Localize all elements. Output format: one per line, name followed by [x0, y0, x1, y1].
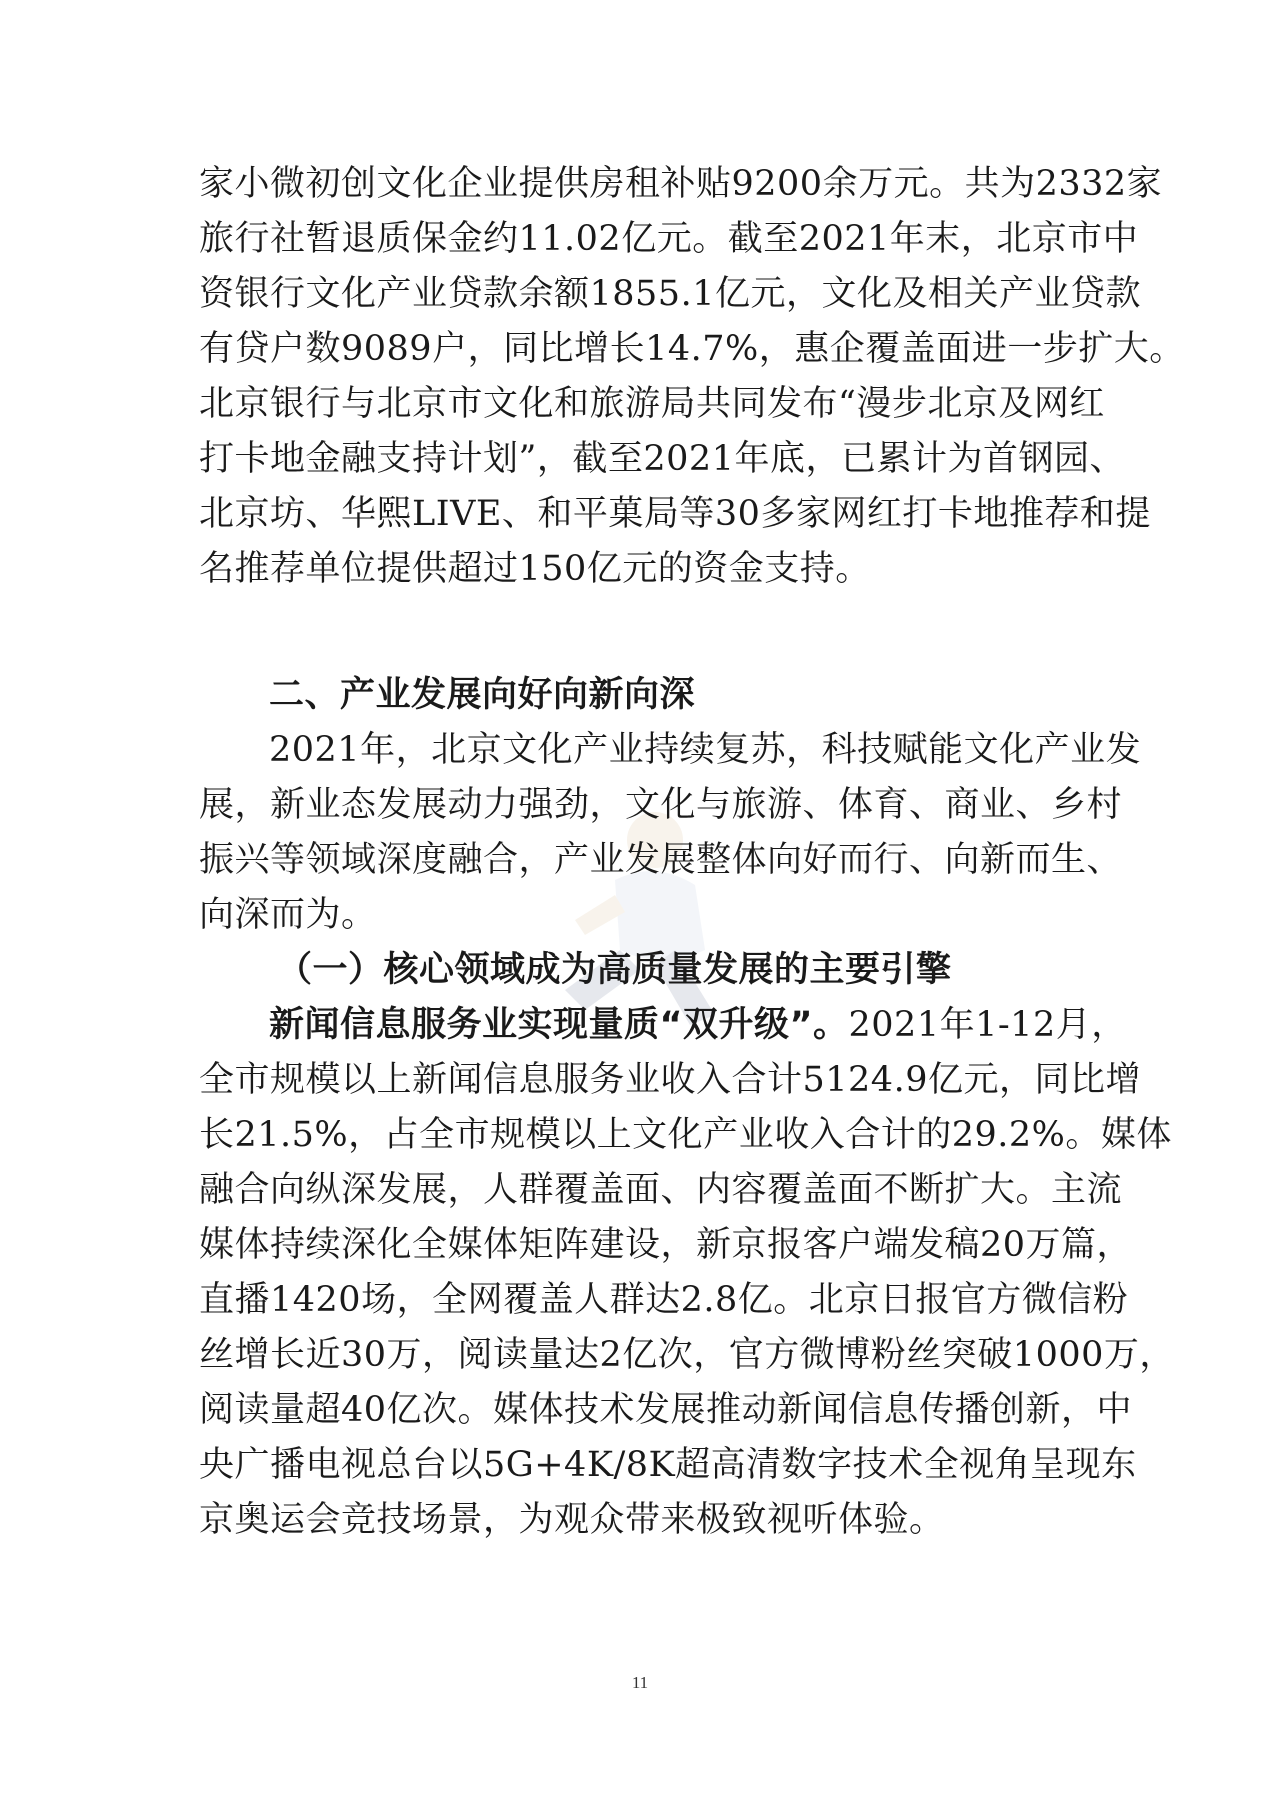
text-line: 振兴等领域深度融合，产业发展整体向好而行、向新而生、 — [199, 840, 1123, 880]
text-line: 资银行文化产业贷款余额1855.1亿元，文化及相关产业贷款 — [199, 274, 1141, 314]
text-line: 长21.5%，占全市规模以上文化产业收入合计的29.2%。媒体 — [199, 1115, 1172, 1155]
subsection-heading: （一）核心领域成为高质量发展的主要引擎 — [277, 950, 952, 990]
text-line: 名推荐单位提供超过150亿元的资金支持。 — [199, 549, 871, 589]
text-line: 直播1420场，全网覆盖人群达2.8亿。北京日报官方微信粉 — [199, 1280, 1129, 1320]
text-line: 打卡地金融支持计划”，截至2021年底，已累计为首钢园、 — [199, 439, 1125, 479]
paragraph-industry-overview — [199, 723, 1142, 943]
text-line: 旅行社暂退质保金约11.02亿元。截至2021年末，北京市中 — [199, 219, 1139, 259]
text-line: 阅读量超40亿次。媒体技术发展推动新闻信息传播创新，中 — [199, 1390, 1133, 1430]
text-line: 丝增长近30万，阅读量达2亿次，官方微博粉丝突破1000万， — [199, 1335, 1175, 1375]
text-line: 展，新业态发展动力强劲，文化与旅游、体育、商业、乡村 — [199, 785, 1123, 825]
text-line — [199, 998, 1127, 1053]
paragraph-lead: 新闻信息服务业实现量质“双升级”。 — [269, 1005, 849, 1045]
text-line: 融合向纵深发展，人群覆盖面、内容覆盖面不断扩大。主流 — [199, 1170, 1123, 1210]
paragraph-financial-support — [199, 157, 1185, 597]
text-line: 家小微初创文化企业提供房租补贴9200余万元。共为2332家 — [199, 164, 1163, 204]
page-number: 11 — [631, 1673, 649, 1692]
text-line: 2021年，北京文化产业持续复苏，科技赋能文化产业发 — [269, 730, 1142, 770]
paragraph-news-services — [199, 998, 1175, 1548]
section-heading: 二、产业发展向好向新向深 — [269, 675, 696, 715]
text-line: 有贷户数9089户，同比增长14.7%，惠企覆盖面进一步扩大。 — [199, 329, 1185, 369]
document-body — [199, 157, 1185, 1548]
text-line: 京奥运会竞技场景，为观众带来极致视听体验。 — [199, 1500, 945, 1540]
text-line: 全市规模以上新闻信息服务业收入合计5124.9亿元，同比增 — [199, 1060, 1141, 1100]
text-line: 央广播电视总台以5G+4K/8K超高清数字技术全视角呈现东 — [199, 1445, 1137, 1485]
text-line: 媒体持续深化全媒体矩阵建设，新京报客户端发稿20万篇， — [199, 1225, 1133, 1265]
text-line: 北京坊、华熙LIVE、和平菓局等30多家网红打卡地推荐和提 — [199, 494, 1151, 534]
paragraph-lead-rest: 2021年1-12月， — [848, 1005, 1127, 1045]
text-line: 北京银行与北京市文化和旅游局共同发布“漫步北京及网红 — [199, 384, 1105, 424]
text-line: 向深而为。 — [199, 895, 377, 935]
